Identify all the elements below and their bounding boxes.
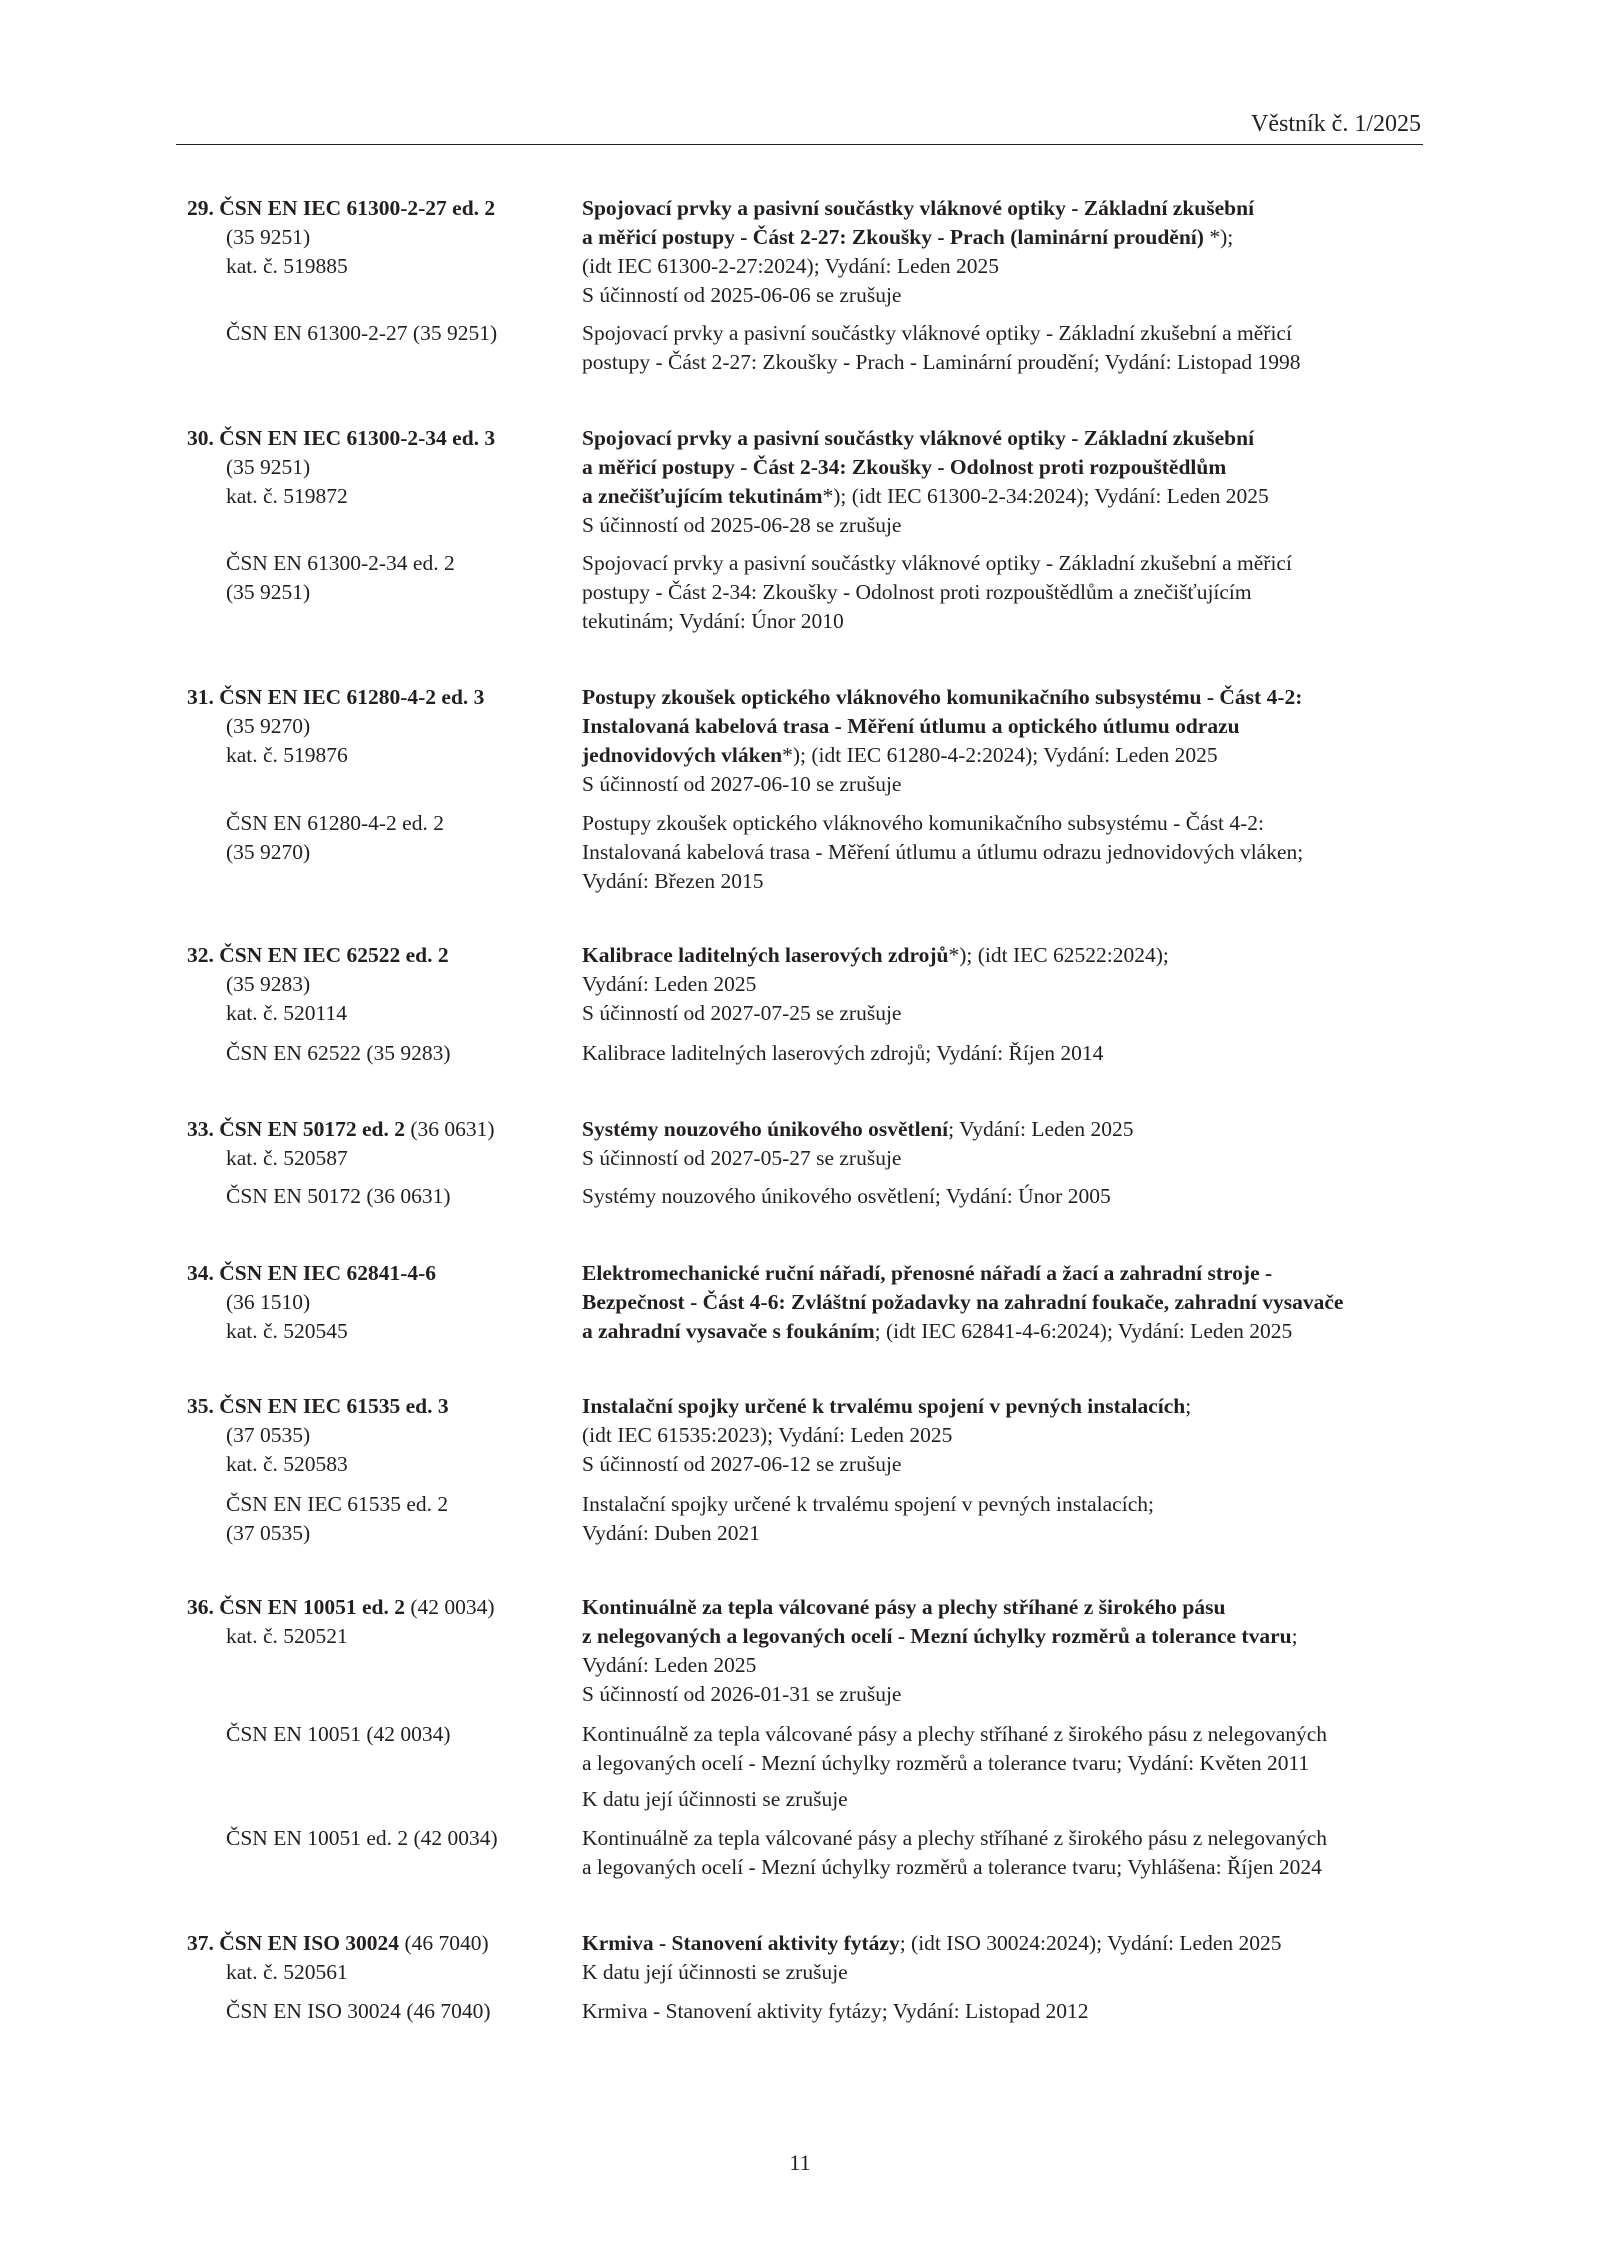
normal-text: Vydání: Leden 2025 <box>582 1653 757 1677</box>
normal-text: ČSN EN IEC 61535 ed. 2 <box>226 1492 449 1516</box>
text-line <box>582 549 1292 578</box>
normal-text: *); (idt IEC 62522:2024); <box>948 943 1169 967</box>
normal-text: S účinností od 2025-06-28 se zrušuje <box>582 513 902 537</box>
text-line <box>187 1259 436 1288</box>
normal-text: (37 0535) <box>226 1423 311 1447</box>
bold-text: Krmiva - Stanovení aktivity fytázy <box>582 1931 900 1955</box>
normal-text: (36 1510) <box>226 1290 311 1314</box>
normal-text: postupy - Část 2-34: Zkoušky - Odolnost proti rozpouštědlům a znečišťujícím <box>582 580 1252 604</box>
normal-text: Kontinuálně za tepla válcované pásy a plechy stříhané z širokého pásu z nelegovaných <box>582 1722 1328 1746</box>
normal-text: ; Vydání: Leden 2025 <box>948 1117 1134 1141</box>
text-line <box>582 1039 1103 1068</box>
normal-text: Vydání: Březen 2015 <box>582 869 764 893</box>
normal-text: kat. č. 520114 <box>226 1001 348 1025</box>
standard-description <box>582 1039 1103 1068</box>
normal-text: (35 9283) <box>226 972 311 996</box>
text-line <box>582 1929 1282 1958</box>
normal-text: Systémy nouzového únikového osvětlení; Vydání: Únor 2005 <box>582 1184 1111 1208</box>
normal-text: ČSN EN 61300-2-27 (35 9251) <box>226 321 498 345</box>
text-line <box>187 712 484 741</box>
page-number: 11 <box>789 2150 811 2175</box>
text-line <box>582 1392 1191 1421</box>
bold-text: a znečišťujícím tekutinám <box>582 484 823 508</box>
normal-text: S účinností od 2027-06-12 se zrušuje <box>582 1452 902 1476</box>
text-line <box>187 1317 436 1346</box>
text-line <box>582 999 1169 1028</box>
standard-description <box>582 549 1292 636</box>
normal-text: a legovaných ocelí - Mezní úchylky rozměrů a tolerance tvaru; Vyhlášena: Říjen 2024 <box>582 1855 1322 1879</box>
text-line <box>582 1720 1327 1749</box>
normal-text: Kontinuálně za tepla válcované pásy a plechy stříhané z širokého pásu z nelegovaných <box>582 1826 1328 1850</box>
text-line <box>582 941 1169 970</box>
standard-description <box>582 683 1302 799</box>
normal-text: kat. č. 520583 <box>226 1452 348 1476</box>
normal-text: (36 0631) <box>405 1117 495 1141</box>
bold-text: Postupy zkoušek optického vláknového komunikačního subsystému - Část 4-2: <box>582 685 1303 709</box>
normal-text: ČSN EN 61300-2-34 ed. 2 <box>226 551 455 575</box>
normal-text: postupy - Část 2-27: Zkoušky - Prach - Laminární proudění; Vydání: Listopad 1998 <box>582 350 1301 374</box>
text-line <box>582 1288 1343 1317</box>
text-line <box>582 1997 1089 2026</box>
bold-text: 32. ČSN EN IEC 62522 ed. 2 <box>187 943 449 967</box>
text-line <box>187 999 449 1028</box>
normal-text: kat. č. 520545 <box>226 1319 348 1343</box>
text-line <box>582 194 1254 223</box>
bold-text: 34. ČSN EN IEC 62841-4-6 <box>187 1261 437 1285</box>
standard-description <box>582 1785 848 1814</box>
text-line <box>582 281 1254 310</box>
text-line <box>187 1182 451 1211</box>
bold-text: a zahradní vysavače s foukáním <box>582 1319 875 1343</box>
text-line <box>582 809 1303 838</box>
standard-designation <box>187 194 495 281</box>
text-line <box>582 223 1254 252</box>
bold-text: Elektromechanické ruční nářadí, přenosné nářadí a žací a zahradní stroje - <box>582 1261 1273 1285</box>
standard-description <box>582 194 1254 310</box>
text-line <box>187 453 495 482</box>
text-line <box>187 223 495 252</box>
normal-text: (42 0034) <box>405 1595 495 1619</box>
normal-text: (35 9251) <box>226 580 311 604</box>
bold-text: 31. ČSN EN IEC 61280-4-2 ed. 3 <box>187 685 485 709</box>
text-line <box>187 1392 449 1421</box>
normal-text: kat. č. 519872 <box>226 484 348 508</box>
normal-text: (37 0535) <box>226 1521 311 1545</box>
standard-designation <box>187 1392 449 1479</box>
standard-designation <box>187 1259 436 1346</box>
standard-designation <box>187 683 484 770</box>
text-line <box>582 1259 1343 1288</box>
text-line <box>582 770 1302 799</box>
text-line <box>187 424 495 453</box>
normal-text: ČSN EN 10051 ed. 2 (42 0034) <box>226 1826 498 1850</box>
bold-text: 33. ČSN EN 50172 ed. 2 <box>187 1117 406 1141</box>
normal-text: (35 9251) <box>226 455 311 479</box>
normal-text: kat. č. 520561 <box>226 1960 348 1984</box>
normal-text: kat. č. 520521 <box>226 1624 348 1648</box>
text-line <box>582 1144 1133 1173</box>
standard-description <box>582 1824 1327 1882</box>
standard-designation <box>187 319 497 348</box>
text-line <box>582 511 1269 540</box>
normal-text: (idt IEC 61300-2-27:2024); Vydání: Leden 2025 <box>582 254 1000 278</box>
normal-text: S účinností od 2027-05-27 se zrušuje <box>582 1146 902 1170</box>
standard-designation <box>187 1997 491 2026</box>
standard-description <box>582 809 1303 896</box>
text-line <box>582 1651 1298 1680</box>
bold-text: a měřicí postupy - Část 2-27: Zkoušky - Prach (laminární proudění) <box>582 225 1204 249</box>
standard-description <box>582 1720 1327 1778</box>
standard-designation <box>187 1115 495 1173</box>
bold-text: Kontinuálně za tepla válcované pásy a plechy stříhané z širokého pásu <box>582 1595 1226 1619</box>
normal-text: ; (idt ISO 30024:2024); Vydání: Leden 2025 <box>899 1931 1282 1955</box>
normal-text: Vydání: Duben 2021 <box>582 1521 760 1545</box>
normal-text: Spojovací prvky a pasivní součástky vláknové optiky - Základní zkušební a měřicí <box>582 551 1292 575</box>
normal-text: Instalovaná kabelová trasa - Měření útlumu a útlumu odrazu jednovidových vláken; <box>582 840 1304 864</box>
standard-description <box>582 941 1169 1028</box>
bold-text: Instalační spojky určené k trvalému spojení v pevných instalacích <box>582 1394 1186 1418</box>
normal-text: ČSN EN 62522 (35 9283) <box>226 1041 451 1065</box>
text-line <box>582 1115 1133 1144</box>
text-line <box>582 712 1302 741</box>
bold-text: Spojovací prvky a pasivní součástky vláknové optiky - Základní zkušební <box>582 196 1255 220</box>
normal-text: S účinností od 2026-01-31 se zrušuje <box>582 1682 902 1706</box>
normal-text: (35 9251) <box>226 225 311 249</box>
text-line <box>187 549 455 578</box>
text-line <box>582 683 1302 712</box>
bold-text: Instalovaná kabelová trasa - Měření útlumu a optického útlumu odrazu <box>582 714 1240 738</box>
text-line <box>187 741 484 770</box>
bold-text: 36. ČSN EN 10051 ed. 2 <box>187 1595 406 1619</box>
bold-text: Systémy nouzového únikového osvětlení <box>582 1117 949 1141</box>
normal-text: *); (idt IEC 61280-4-2:2024); Vydání: Leden 2025 <box>782 743 1218 767</box>
standard-description <box>582 424 1269 540</box>
text-line <box>582 348 1301 377</box>
normal-text: *); <box>1203 225 1234 249</box>
standard-designation <box>187 1720 451 1749</box>
bold-text: a měřicí postupy - Část 2-34: Zkoušky - Odolnost proti rozpouštědlům <box>582 455 1227 479</box>
text-line <box>582 1182 1111 1211</box>
standard-description <box>582 1490 1154 1548</box>
text-line <box>582 1421 1191 1450</box>
text-line <box>187 1593 495 1622</box>
text-line <box>582 1749 1327 1778</box>
standard-description <box>582 1593 1298 1709</box>
standard-description <box>582 1929 1282 1987</box>
text-line <box>582 482 1269 511</box>
text-line <box>187 1622 495 1651</box>
text-line <box>187 1144 495 1173</box>
normal-text: ; <box>1185 1394 1192 1418</box>
text-line <box>187 838 444 867</box>
text-line <box>582 1519 1154 1548</box>
normal-text: (idt IEC 61535:2023); Vydání: Leden 2025 <box>582 1423 953 1447</box>
normal-text: kat. č. 519885 <box>226 254 348 278</box>
text-line <box>187 809 444 838</box>
text-line <box>187 1288 436 1317</box>
bold-text: 37. ČSN EN ISO 30024 <box>187 1931 400 1955</box>
header-rule <box>176 144 1423 145</box>
standard-description <box>582 1115 1133 1173</box>
text-line <box>582 1680 1298 1709</box>
text-line <box>582 1490 1154 1519</box>
bold-text: 35. ČSN EN IEC 61535 ed. 3 <box>187 1394 449 1418</box>
text-line <box>187 319 497 348</box>
normal-text: Krmiva - Stanovení aktivity fytázy; Vydání: Listopad 2012 <box>582 1999 1089 2023</box>
normal-text: ČSN EN 50172 (36 0631) <box>226 1184 451 1208</box>
standard-designation <box>187 1929 489 1987</box>
normal-text: S účinností od 2025-06-06 se zrušuje <box>582 283 902 307</box>
normal-text: Kalibrace laditelných laserových zdrojů; Vydání: Říjen 2014 <box>582 1041 1104 1065</box>
text-line <box>582 1622 1298 1651</box>
normal-text: *); (idt IEC 61300-2-34:2024); Vydání: Leden 2025 <box>822 484 1269 508</box>
text-line <box>187 941 449 970</box>
text-line <box>187 194 495 223</box>
text-line <box>187 1997 491 2026</box>
text-line <box>582 1450 1191 1479</box>
text-line <box>187 1115 495 1144</box>
text-line <box>187 683 484 712</box>
text-line <box>187 1720 451 1749</box>
normal-text: ČSN EN 10051 (42 0034) <box>226 1722 451 1746</box>
text-line <box>187 1958 489 1987</box>
bold-text: 29. ČSN EN IEC 61300-2-27 ed. 2 <box>187 196 496 220</box>
text-line <box>187 1450 449 1479</box>
text-line <box>582 1785 848 1814</box>
bold-text: Bezpečnost - Část 4-6: Zvláštní požadavky na zahradní foukače, zahradní vysavače <box>582 1290 1344 1314</box>
text-line <box>582 1317 1343 1346</box>
bold-text: Spojovací prvky a pasivní součástky vláknové optiky - Základní zkušební <box>582 426 1255 450</box>
text-line <box>582 1824 1327 1853</box>
bold-text: Kalibrace laditelných laserových zdrojů <box>582 943 949 967</box>
standard-description <box>582 1997 1089 2026</box>
standard-designation <box>187 941 449 1028</box>
standard-designation <box>187 809 444 867</box>
normal-text: ČSN EN 61280-4-2 ed. 2 <box>226 811 444 835</box>
normal-text: kat. č. 520587 <box>226 1146 348 1170</box>
standard-description <box>582 1182 1111 1211</box>
normal-text: (35 9270) <box>226 714 311 738</box>
text-line <box>582 741 1302 770</box>
standard-designation <box>187 424 495 511</box>
text-line <box>582 970 1169 999</box>
normal-text: K datu její účinnosti se zrušuje <box>582 1960 848 1984</box>
text-line <box>187 1490 448 1519</box>
normal-text: kat. č. 519876 <box>226 743 348 767</box>
standard-designation <box>187 1593 495 1651</box>
normal-text: (35 9270) <box>226 840 311 864</box>
normal-text: Instalační spojky určené k trvalému spojení v pevných instalacích; <box>582 1492 1154 1516</box>
normal-text: (46 7040) <box>399 1931 489 1955</box>
text-line <box>582 1593 1298 1622</box>
text-line <box>582 1853 1327 1882</box>
standard-description <box>582 1259 1343 1346</box>
text-line <box>582 252 1254 281</box>
bold-text: jednovidových vláken <box>582 743 783 767</box>
text-line <box>187 1519 448 1548</box>
normal-text: K datu její účinnosti se zrušuje <box>582 1787 848 1811</box>
normal-text: Postupy zkoušek optického vláknového komunikačního subsystému - Část 4-2: <box>582 811 1264 835</box>
text-line <box>582 838 1303 867</box>
text-line <box>582 1958 1282 1987</box>
normal-text: Spojovací prvky a pasivní součástky vláknové optiky - Základní zkušební a měřicí <box>582 321 1292 345</box>
normal-text: ČSN EN ISO 30024 (46 7040) <box>226 1999 491 2023</box>
standard-designation <box>187 1039 451 1068</box>
normal-text: S účinností od 2027-07-25 se zrušuje <box>582 1001 902 1025</box>
text-line <box>582 578 1292 607</box>
standard-description <box>582 319 1301 377</box>
normal-text: ; (idt IEC 62841-4-6:2024); Vydání: Leden 2025 <box>874 1319 1293 1343</box>
text-line <box>187 578 455 607</box>
text-line <box>582 607 1292 636</box>
text-line <box>187 970 449 999</box>
normal-text: Vydání: Leden 2025 <box>582 972 757 996</box>
standard-designation <box>187 549 455 607</box>
text-line <box>187 1421 449 1450</box>
normal-text: tekutinám; Vydání: Únor 2010 <box>582 609 844 633</box>
bold-text: 30. ČSN EN IEC 61300-2-34 ed. 3 <box>187 426 496 450</box>
standard-designation <box>187 1182 451 1211</box>
normal-text: a legovaných ocelí - Mezní úchylky rozměrů a tolerance tvaru; Vydání: Květen 2011 <box>582 1751 1310 1775</box>
standard-designation <box>187 1824 498 1853</box>
text-line <box>187 252 495 281</box>
text-line <box>582 453 1269 482</box>
text-line <box>582 319 1301 348</box>
text-line <box>187 1039 451 1068</box>
bold-text: z nelegovaných a legovaných ocelí - Mezní úchylky rozměrů a tolerance tvaru <box>582 1624 1292 1648</box>
text-line <box>582 867 1303 896</box>
standard-designation <box>187 1490 448 1548</box>
journal-issue-header: Věstník č. 1/2025 <box>1251 111 1421 137</box>
normal-text: S účinností od 2027-06-10 se zrušuje <box>582 772 902 796</box>
text-line <box>582 424 1269 453</box>
text-line <box>187 1929 489 1958</box>
standard-description <box>582 1392 1191 1479</box>
normal-text: ; <box>1291 1624 1298 1648</box>
text-line <box>187 1824 498 1853</box>
text-line <box>187 482 495 511</box>
